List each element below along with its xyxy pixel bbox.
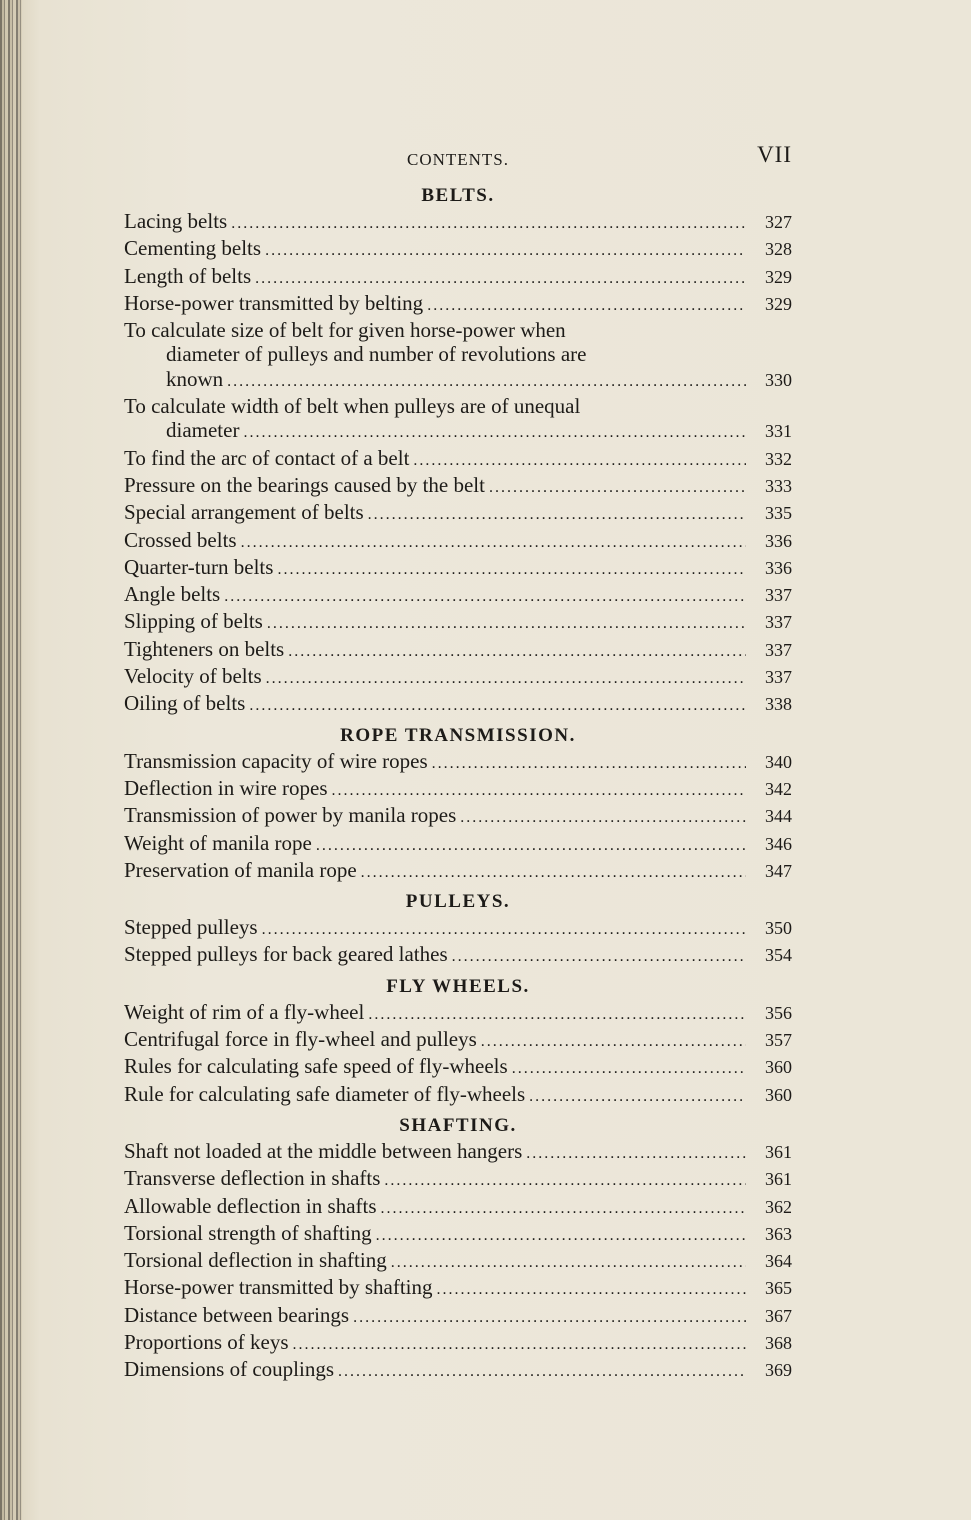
toc-entry-title: Transmission of power by manila ropes xyxy=(124,803,457,828)
section-heading: FLY WHEELS. xyxy=(386,975,530,997)
toc-entry-line xyxy=(124,664,792,691)
toc-entry-page: 346 xyxy=(765,833,792,854)
toc-entry-line xyxy=(124,749,792,776)
toc-entry-title: Rules for calculating safe speed of fly-wheels xyxy=(124,1054,508,1079)
toc-entry-line xyxy=(124,858,792,885)
toc-entry-page: 337 xyxy=(765,639,792,660)
toc-entry-title: Lacing belts xyxy=(124,209,228,233)
toc-entry-page: 369 xyxy=(765,1360,792,1381)
toc-entry[interactable] xyxy=(124,942,792,969)
toc-entry-page: 342 xyxy=(765,778,792,799)
toc-entry-page: 337 xyxy=(765,585,792,606)
toc-entry-title: Cementing belts xyxy=(124,236,262,261)
toc-section-pulleys xyxy=(124,889,792,974)
toc-entry-line xyxy=(124,942,792,969)
toc-entry-page: 354 xyxy=(765,945,792,966)
toc-entry-line xyxy=(124,1248,792,1275)
toc-entry-title-line: diameter of pulleys and number of revolutions are xyxy=(166,342,587,367)
dot-leader xyxy=(529,1085,746,1109)
toc-entry[interactable] xyxy=(124,1194,792,1221)
toc-entry-line xyxy=(124,555,792,582)
toc-entry-title: Length of belts xyxy=(124,263,252,288)
toc-entry-title: Horse-power transmitted by shafting xyxy=(124,1275,433,1300)
toc-entry-line xyxy=(124,418,792,445)
section-spacer xyxy=(124,1385,792,1389)
toc-entry-page: 367 xyxy=(765,1305,792,1326)
toc-entry-page: 361 xyxy=(765,1141,792,1162)
toc-entry-page: 347 xyxy=(765,860,792,881)
toc-entry[interactable] xyxy=(124,264,792,291)
toc-entry-title: Torsional strength of shafting xyxy=(124,1220,372,1245)
dot-leader xyxy=(432,752,746,776)
toc-entry-line xyxy=(124,915,792,942)
toc-entry-title: Horse-power transmitted by belting xyxy=(124,290,424,315)
dot-leader xyxy=(241,531,746,555)
toc-entry[interactable] xyxy=(124,1000,792,1027)
toc-entry-line xyxy=(124,209,792,236)
toc-entry-title: Pressure on the bearings caused by the belt xyxy=(124,472,485,497)
toc-entry-line xyxy=(124,1054,792,1081)
dot-leader xyxy=(526,1142,746,1166)
toc-entry-title: Stepped pulleys for back geared lathes xyxy=(124,942,448,967)
book-spine-edge xyxy=(0,0,22,1520)
dot-leader xyxy=(265,239,746,263)
dot-leader xyxy=(413,449,746,473)
toc-entry-title: Transverse deflection in shafts xyxy=(124,1166,381,1191)
toc-entry-page: 368 xyxy=(765,1332,792,1353)
toc-entry-line xyxy=(124,831,792,858)
toc-entry[interactable] xyxy=(124,555,792,582)
dot-leader xyxy=(512,1057,746,1081)
toc-entry-line xyxy=(124,528,792,555)
toc-entry-title: Velocity of belts xyxy=(124,664,262,689)
toc-entry-line xyxy=(124,609,792,636)
toc-entry-page: 330 xyxy=(765,369,792,390)
toc-entry-line xyxy=(124,473,792,500)
toc-entry-title: Transmission capacity of wire ropes xyxy=(124,748,428,773)
toc-entry[interactable] xyxy=(124,446,792,473)
dot-leader xyxy=(338,1360,746,1384)
toc-entry-page: 340 xyxy=(765,751,792,772)
toc-entry[interactable] xyxy=(124,609,792,636)
dot-leader xyxy=(255,267,746,291)
toc-section-rope-transmission xyxy=(124,723,792,889)
toc-entry-page: 328 xyxy=(765,239,792,260)
toc-entry-page: 332 xyxy=(765,448,792,469)
toc-entry-title: Angle belts xyxy=(124,582,221,607)
toc-entry-page: 360 xyxy=(765,1084,792,1105)
toc-entry[interactable] xyxy=(124,1221,792,1248)
toc-entry-line xyxy=(124,367,792,394)
dot-leader xyxy=(384,1169,746,1193)
toc-entry-line xyxy=(124,1139,792,1166)
toc-entry[interactable] xyxy=(124,1027,792,1054)
toc-entry-page: 362 xyxy=(765,1196,792,1217)
toc-entry-line xyxy=(124,1082,792,1109)
dot-leader xyxy=(437,1278,746,1302)
dot-leader xyxy=(452,945,746,969)
toc-entry-page: 356 xyxy=(765,1002,792,1023)
toc-section-fly-wheels xyxy=(124,974,792,1113)
toc-entry[interactable] xyxy=(124,831,792,858)
toc-entry-page: 365 xyxy=(765,1278,792,1299)
running-title: CONTENTS. xyxy=(406,150,510,169)
toc-entry[interactable] xyxy=(124,858,792,885)
section-heading: ROPE TRANSMISSION. xyxy=(340,724,576,746)
toc-entry-page: 329 xyxy=(765,266,792,287)
toc-entry-page: 361 xyxy=(765,1169,792,1190)
toc-entry[interactable] xyxy=(124,1357,792,1384)
toc-entry-title: Shaft not loaded at the middle between hangers xyxy=(124,1138,523,1163)
toc-entry-title: Deflection in wire ropes xyxy=(124,775,328,800)
dot-leader xyxy=(316,834,746,858)
toc-entry-page: 337 xyxy=(765,612,792,633)
toc-entry[interactable] xyxy=(124,637,792,664)
toc-entry-line xyxy=(124,264,792,291)
toc-entry-line xyxy=(124,776,792,803)
toc-entry-title-line: To calculate size of belt for given horse-power when xyxy=(124,318,566,343)
toc-entry-title: Oiling of belts xyxy=(124,691,246,716)
toc-entry-line xyxy=(124,582,792,609)
toc-entry-line xyxy=(124,1166,792,1193)
dot-leader xyxy=(266,667,746,691)
toc-entry-page: 344 xyxy=(765,806,792,827)
toc-entry-line xyxy=(124,691,792,718)
toc-entry-page: 338 xyxy=(765,694,792,715)
toc-entry[interactable] xyxy=(124,500,792,527)
toc-entry-line xyxy=(124,1275,792,1302)
toc-entry[interactable] xyxy=(124,473,792,500)
toc-entry-title: Rule for calculating safe diameter of fly-wheels xyxy=(124,1081,526,1106)
toc-entry[interactable] xyxy=(124,664,792,691)
dot-leader xyxy=(353,1306,746,1330)
section-heading: SHAFTING. xyxy=(399,1114,517,1136)
toc-entry-line xyxy=(124,1027,792,1054)
toc-entry-title: Proportions of keys xyxy=(124,1329,289,1354)
toc-entry[interactable] xyxy=(124,1248,792,1275)
toc-entry-title: Weight of rim of a fly-wheel xyxy=(124,999,365,1024)
toc-entry[interactable] xyxy=(124,528,792,555)
toc-section-belts xyxy=(124,183,792,723)
toc-entry[interactable] xyxy=(124,318,792,394)
toc-entry-page: 357 xyxy=(765,1030,792,1051)
toc-entry-page: 363 xyxy=(765,1223,792,1244)
toc-entry-page: 327 xyxy=(765,212,792,232)
toc-entry-page: 331 xyxy=(765,421,792,442)
toc-entry-line xyxy=(124,803,792,830)
toc-entry[interactable] xyxy=(124,749,792,776)
toc-entry[interactable] xyxy=(124,691,792,718)
toc-entry-line xyxy=(124,637,792,664)
dot-leader xyxy=(489,476,746,500)
page-number: VII xyxy=(757,142,792,167)
toc-entry-title: Stepped pulleys xyxy=(124,915,258,940)
dot-leader xyxy=(288,640,746,664)
toc-entry-line xyxy=(124,1330,792,1357)
toc-entry[interactable] xyxy=(124,582,792,609)
toc-entry-page: 329 xyxy=(765,293,792,314)
dot-leader xyxy=(376,1224,746,1248)
page-header xyxy=(124,142,792,172)
toc-entry-title: known xyxy=(166,366,224,391)
toc-entry-title: Tighteners on belts xyxy=(124,636,285,661)
dot-leader xyxy=(243,421,746,445)
dot-leader xyxy=(481,1030,746,1054)
toc-entry-title-line: To calculate width of belt when pulleys are of unequal xyxy=(124,394,581,419)
toc-entry-line xyxy=(124,1303,792,1330)
toc-entry-title: Quarter-turn belts xyxy=(124,554,274,579)
toc-entry[interactable] xyxy=(124,776,792,803)
toc-entry[interactable] xyxy=(124,291,792,318)
dot-leader xyxy=(391,1251,746,1275)
toc-entry[interactable] xyxy=(124,236,792,263)
toc-entry-title: diameter xyxy=(166,418,240,443)
toc-entry[interactable] xyxy=(124,209,792,236)
dot-leader xyxy=(277,558,746,582)
toc-entry-title: Preservation of manila rope xyxy=(124,857,357,882)
toc-entry-title: Crossed belts xyxy=(124,527,237,552)
toc-entry[interactable] xyxy=(124,1054,792,1081)
toc-entry-line xyxy=(124,1221,792,1248)
toc-section-shafting xyxy=(124,1113,792,1389)
section-heading: PULLEYS. xyxy=(405,891,511,913)
toc-entry-title: Torsional deflection in shafting xyxy=(124,1248,387,1273)
toc-entry-title: To find the arc of contact of a belt xyxy=(124,445,410,470)
toc-entry[interactable] xyxy=(124,803,792,830)
toc-entry-line xyxy=(124,291,792,318)
toc-entry-page: 336 xyxy=(765,530,792,551)
toc-entry-title: Slipping of belts xyxy=(124,609,263,634)
dot-leader xyxy=(368,1003,746,1027)
toc-entry[interactable] xyxy=(124,1139,792,1166)
toc-entry-page: 337 xyxy=(765,667,792,688)
toc-entry[interactable] xyxy=(124,915,792,942)
dot-leader xyxy=(267,612,746,636)
dot-leader xyxy=(224,585,746,609)
toc-entry-line xyxy=(124,446,792,473)
toc-entry-line xyxy=(124,236,792,263)
toc-entry[interactable] xyxy=(124,1330,792,1357)
toc-entry-title: Weight of manila rope xyxy=(124,830,312,855)
toc-entry[interactable] xyxy=(124,1082,792,1109)
toc-entry-line xyxy=(124,500,792,527)
dot-leader xyxy=(227,370,746,394)
toc-entry-title: Special arrangement of belts xyxy=(124,500,364,525)
table-of-contents xyxy=(124,183,792,1389)
toc-entry-title: Allowable deflection in shafts xyxy=(124,1193,377,1218)
toc-entry-page: 360 xyxy=(765,1057,792,1078)
dot-leader xyxy=(249,694,746,718)
dot-leader xyxy=(381,1197,746,1221)
dot-leader xyxy=(361,861,746,885)
toc-entry-title: Distance between bearings xyxy=(124,1302,350,1327)
dot-leader xyxy=(368,503,746,527)
toc-entry[interactable] xyxy=(124,1166,792,1193)
dot-leader xyxy=(262,918,746,942)
toc-entry[interactable] xyxy=(124,1303,792,1330)
toc-entry-title: Dimensions of couplings xyxy=(124,1357,334,1382)
toc-entry[interactable] xyxy=(124,1275,792,1302)
toc-entry-page: 333 xyxy=(765,475,792,496)
dot-leader xyxy=(427,294,746,318)
toc-entry-title: Centrifugal force in fly-wheel and pulleys xyxy=(124,1027,477,1052)
toc-entry-page: 335 xyxy=(765,503,792,524)
dot-leader xyxy=(332,779,746,803)
toc-entry[interactable] xyxy=(124,394,792,446)
toc-entry-page: 336 xyxy=(765,557,792,578)
toc-entry-line xyxy=(124,1000,792,1027)
section-heading: BELTS. xyxy=(421,185,495,206)
toc-entry-page: 364 xyxy=(765,1251,792,1272)
dot-leader xyxy=(231,212,746,236)
toc-entry-page: 350 xyxy=(765,918,792,939)
dot-leader xyxy=(460,806,746,830)
dot-leader xyxy=(293,1333,747,1357)
toc-entry-line xyxy=(124,1357,792,1384)
toc-entry-line xyxy=(124,1194,792,1221)
